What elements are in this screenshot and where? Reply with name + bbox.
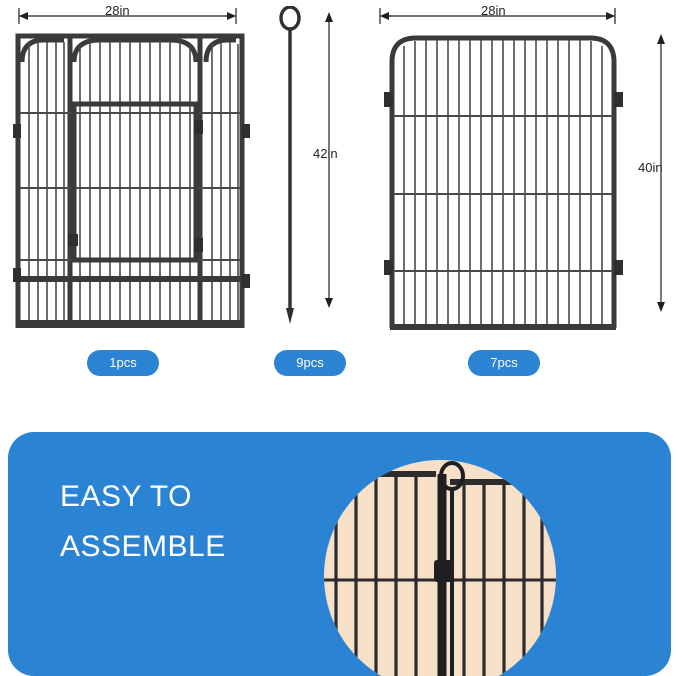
promo-heading: [60, 472, 226, 572]
stake-height-label: 42in: [313, 146, 338, 161]
plain-panel-width-label: 28in: [481, 3, 506, 18]
plain-panel-count-badge: 7pcs: [468, 350, 540, 376]
plain-panel-height-label: 40in: [638, 160, 663, 175]
promo-heading-line2: ASSEMBLE: [60, 530, 226, 563]
plain-panel-illustration: [382, 28, 628, 330]
door-panel-width-label: 28in: [105, 3, 130, 18]
door-panel-illustration: [10, 28, 250, 328]
promo-heading-line1: EASY TO: [60, 480, 192, 513]
door-panel-count-badge: 1pcs: [87, 350, 159, 376]
assembly-closeup-illustration: [324, 460, 556, 676]
easy-to-assemble-card: [8, 432, 671, 676]
stake-count-badge: 9pcs: [274, 350, 346, 376]
section-divider: [0, 414, 679, 415]
assembly-closeup-circle: [324, 460, 556, 676]
ground-stake-illustration: [276, 6, 310, 326]
